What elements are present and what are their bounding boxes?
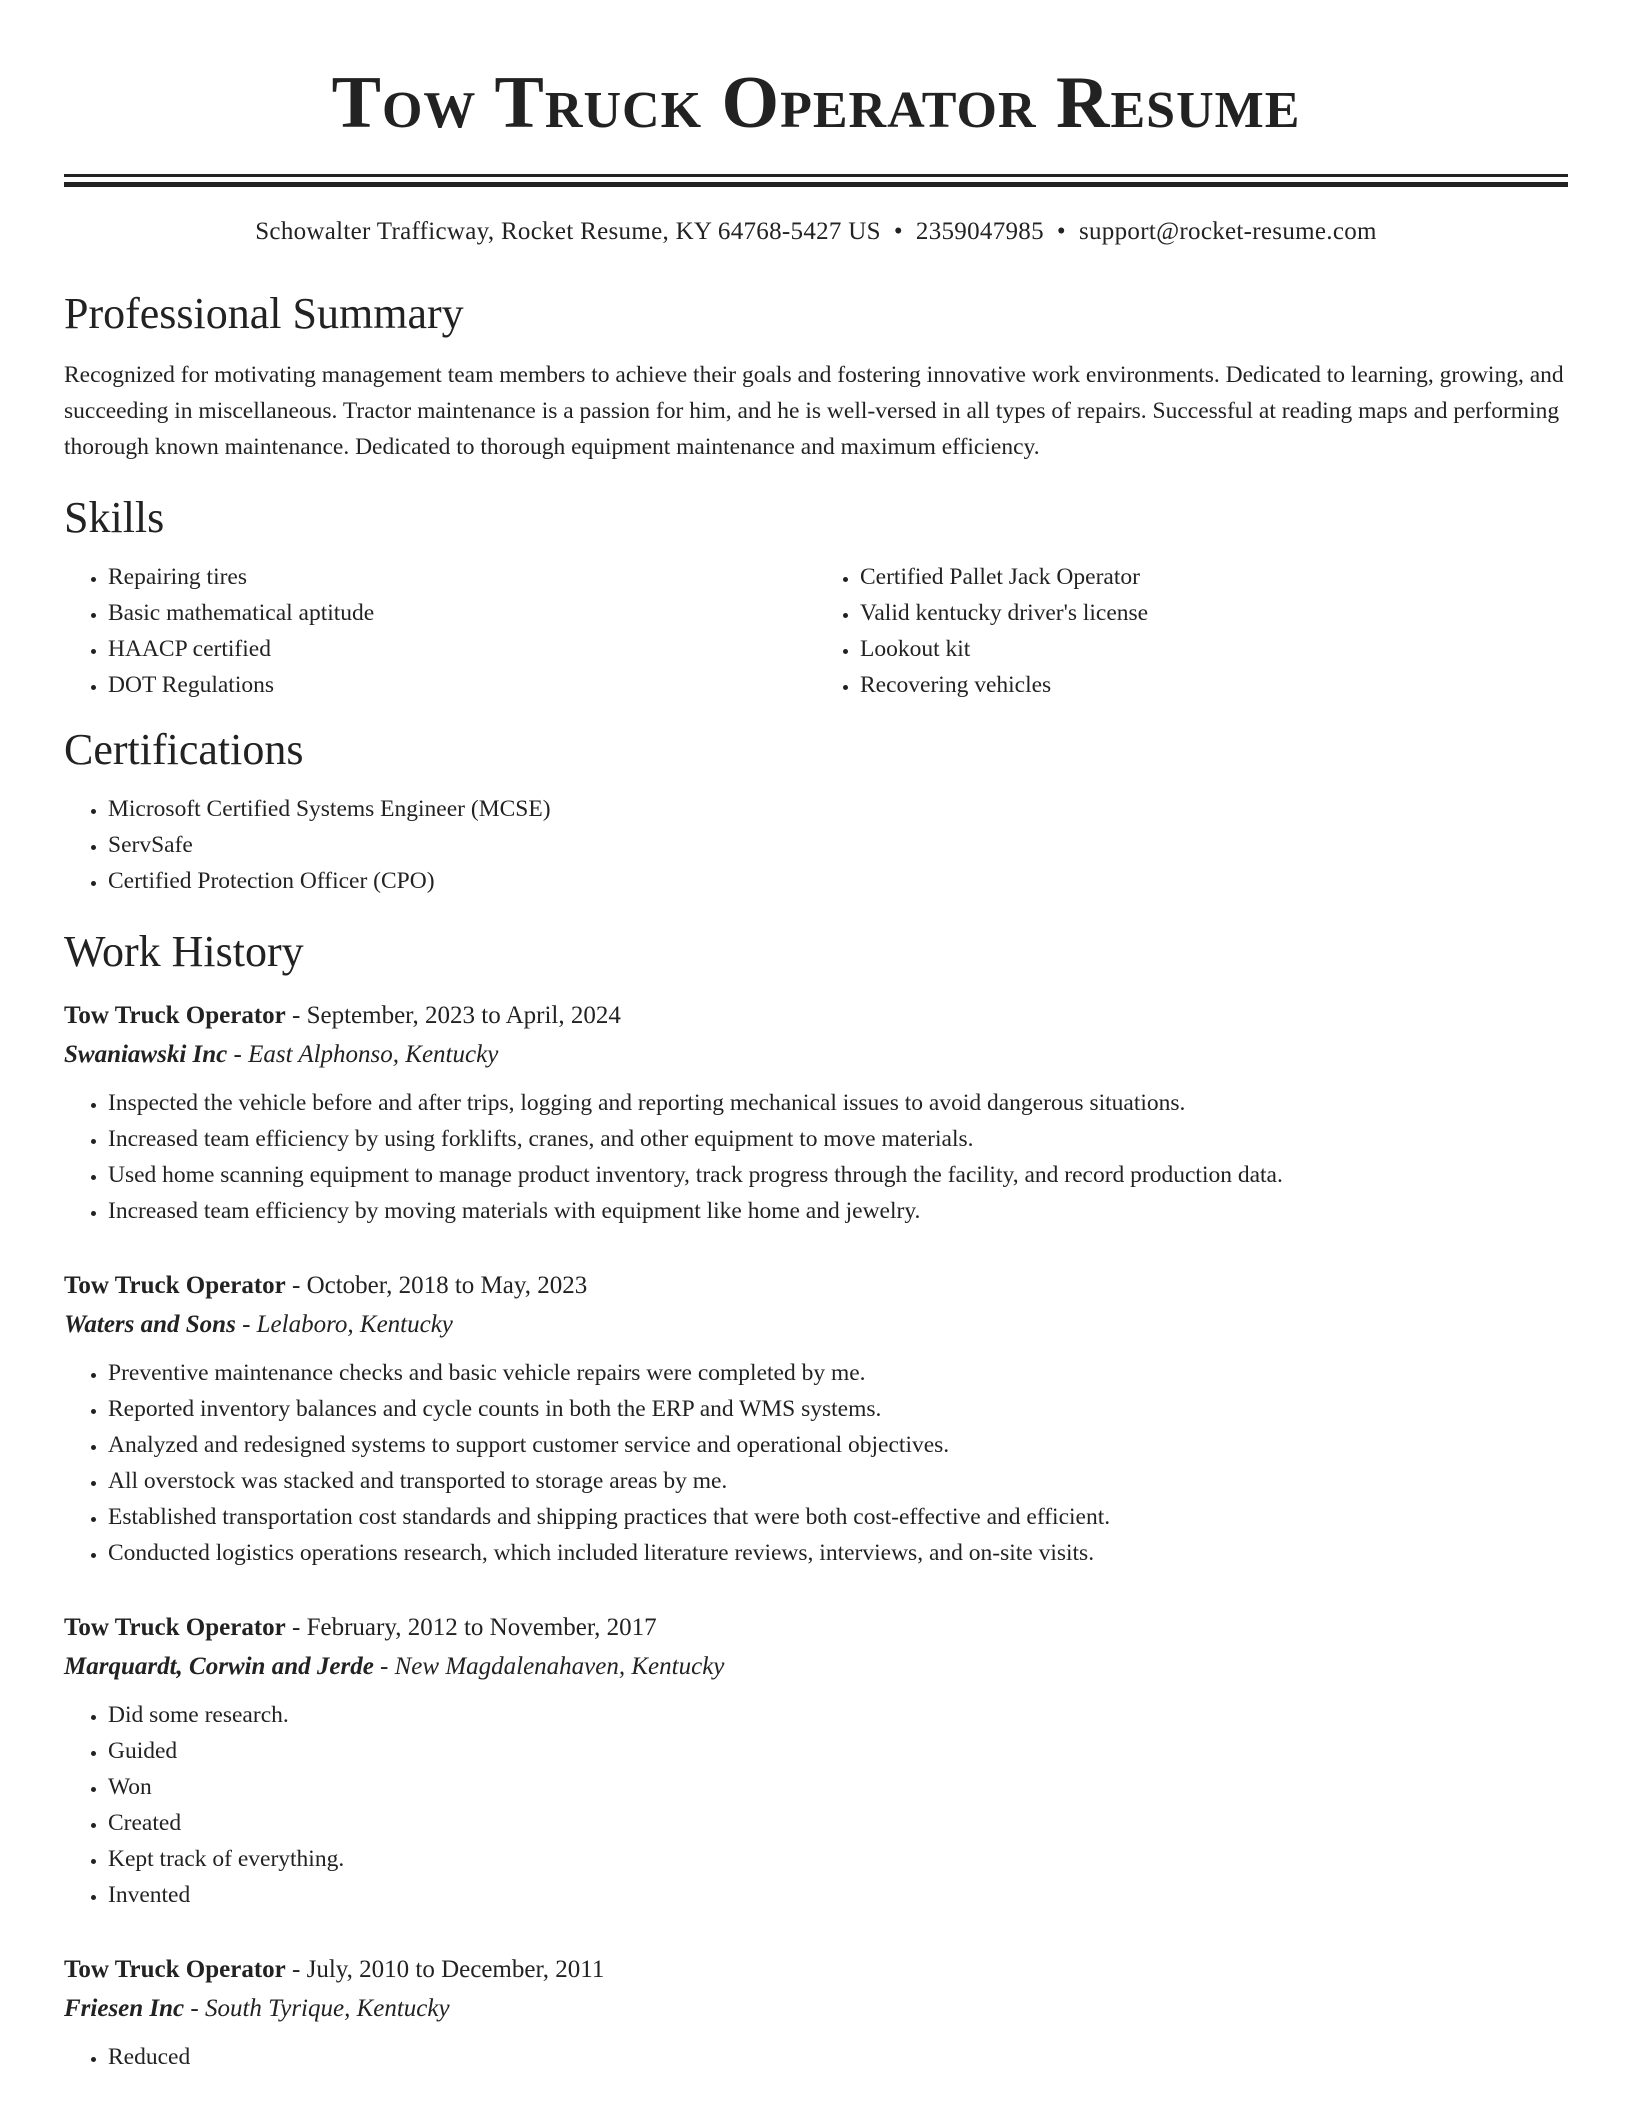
summary-text: Recognized for motivating management team members to achieve their goals and fostering innovative work environments. Dedicated to learning, growing, and succeeding in miscellaneous. Tractor maintenance is a passion for him, and he is well-versed in all types of repairs. Successful at reading maps and performing thorough known maintenance. Dedicated to thorough equipment maintenance and maximum efficiency.	[64, 362, 1564, 460]
skills-heading: Skills	[64, 493, 165, 542]
job-bullets	[64, 1085, 1568, 1229]
job-bullet: • Kept track of everything.	[108, 1841, 1568, 1877]
job-entry	[64, 1951, 1568, 2075]
job-location: - South Tyrique, Kentucky	[184, 1995, 450, 2022]
job-employer-line	[64, 1035, 1568, 1075]
work-history-heading: Work History	[64, 927, 304, 976]
job-company: Marquardt, Corwin and Jerde	[64, 1653, 374, 1680]
job-title: Tow Truck Operator	[64, 1614, 286, 1641]
resume-page	[64, 0, 1568, 2075]
resume-title: Tow Truck Operator Resume	[331, 62, 1301, 144]
job-header	[64, 1609, 1568, 1647]
title-divider	[64, 174, 1568, 187]
skills-list-left	[64, 559, 816, 703]
job-bullet: • Won	[108, 1769, 1568, 1805]
job-location: - Lelaboro, Kentucky	[235, 1311, 453, 1338]
job-bullets	[64, 1355, 1568, 1571]
skills-list-right	[816, 559, 1568, 703]
job-bullet: • Guided	[108, 1733, 1568, 1769]
job-bullet: • Used home scanning equipment to manage product inventory, track progress through the facility, and record production data.	[108, 1157, 1568, 1193]
job-header	[64, 1951, 1568, 1989]
job-company: Swaniawski Inc	[64, 1041, 228, 1068]
job-entry	[64, 997, 1568, 1229]
job-bullet: • All overstock was stacked and transported to storage areas by me.	[108, 1463, 1568, 1499]
skill-item: • Certified Pallet Jack Operator	[860, 559, 1568, 595]
job-header	[64, 997, 1568, 1035]
job-bullets	[64, 2039, 1568, 2075]
certification-item: • Certified Protection Officer (CPO)	[108, 863, 1568, 899]
job-title: Tow Truck Operator	[64, 1002, 286, 1029]
job-location: - New Magdalenahaven, Kentucky	[373, 1653, 725, 1680]
job-bullet: • Invented	[108, 1877, 1568, 1913]
job-bullet: • Reduced	[108, 2039, 1568, 2075]
skills-grid	[64, 559, 1568, 703]
job-entry	[64, 1609, 1568, 1913]
certification-item: • Microsoft Certified Systems Engineer (MCSE)	[108, 791, 1568, 827]
contact-line	[64, 215, 1568, 249]
job-bullet: • Conducted logistics operations research, which included literature reviews, interviews, and on-site visits.	[108, 1535, 1568, 1571]
job-title: Tow Truck Operator	[64, 1272, 286, 1299]
job-bullet: • Did some research.	[108, 1697, 1568, 1733]
job-company: Friesen Inc	[64, 1995, 185, 2022]
job-dates: - October, 2018 to May, 2023	[285, 1272, 588, 1299]
skill-item: • Recovering vehicles	[860, 667, 1568, 703]
job-bullet: • Reported inventory balances and cycle counts in both the ERP and WMS systems.	[108, 1391, 1568, 1427]
job-dates: - July, 2010 to December, 2011	[285, 1956, 605, 1983]
skill-item: • HAACP certified	[108, 631, 816, 667]
work-history-section	[64, 925, 1568, 2075]
job-company: Waters and Sons	[64, 1311, 236, 1338]
job-dates: - September, 2023 to April, 2024	[285, 1002, 621, 1029]
skill-item: • DOT Regulations	[108, 667, 816, 703]
skill-item: • Lookout kit	[860, 631, 1568, 667]
contact-address: Schowalter Trafficway, Rocket Resume, KY 64768-5427 US	[255, 218, 881, 245]
skills-section	[64, 491, 1568, 703]
certifications-section	[64, 723, 1568, 899]
job-entry	[64, 1267, 1568, 1571]
job-employer-line	[64, 1647, 1568, 1687]
contact-separator: •	[893, 218, 903, 245]
job-bullet: • Increased team efficiency by using forklifts, cranes, and other equipment to move materials.	[108, 1121, 1568, 1157]
job-bullet: • Increased team efficiency by moving materials with equipment like home and jewelry.	[108, 1193, 1568, 1229]
certification-item: • ServSafe	[108, 827, 1568, 863]
certifications-list	[64, 791, 1568, 899]
skill-item: • Repairing tires	[108, 559, 816, 595]
job-dates: - February, 2012 to November, 2017	[285, 1614, 657, 1641]
job-employer-line	[64, 1305, 1568, 1345]
summary-heading: Professional Summary	[64, 289, 464, 338]
job-location: - East Alphonso, Kentucky	[227, 1041, 499, 1068]
job-bullet: • Inspected the vehicle before and after trips, logging and reporting mechanical issues to avoid dangerous situations.	[108, 1085, 1568, 1121]
job-bullet: • Preventive maintenance checks and basic vehicle repairs were completed by me.	[108, 1355, 1568, 1391]
certifications-heading: Certifications	[64, 725, 304, 774]
job-bullet: • Established transportation cost standards and shipping practices that were both cost-effective and efficient.	[108, 1499, 1568, 1535]
job-title: Tow Truck Operator	[64, 1956, 286, 1983]
contact-email: support@rocket-resume.com	[1078, 218, 1377, 245]
job-employer-line	[64, 1989, 1568, 2029]
skill-item: • Valid kentucky driver's license	[860, 595, 1568, 631]
skill-item: • Basic mathematical aptitude	[108, 595, 816, 631]
job-bullet: • Analyzed and redesigned systems to support customer service and operational objectives.	[108, 1427, 1568, 1463]
job-bullet: • Created	[108, 1805, 1568, 1841]
summary-section	[64, 287, 1568, 465]
contact-separator: •	[1056, 218, 1066, 245]
contact-phone: 2359047985	[915, 218, 1044, 245]
job-header	[64, 1267, 1568, 1305]
job-bullets	[64, 1697, 1568, 1913]
